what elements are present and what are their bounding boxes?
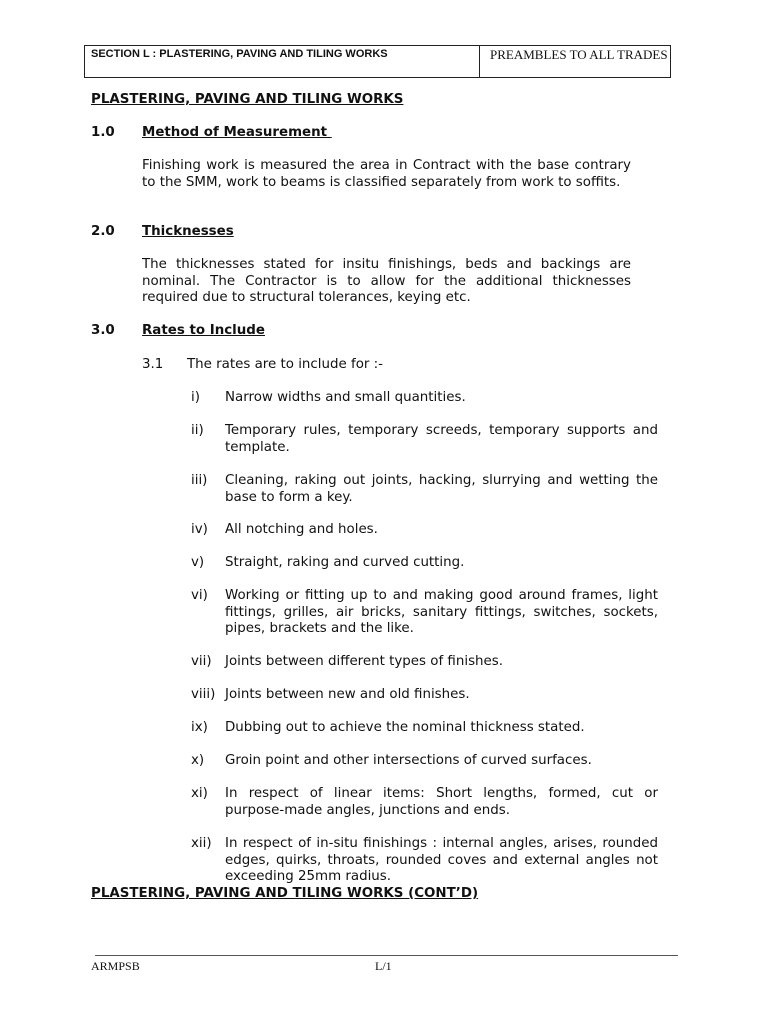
list-item-text: In respect of linear items: Short lengths, formed, cut or purpose-made angles, junctions and ends.: [225, 786, 658, 818]
list-item-number: i): [191, 390, 200, 405]
list-item-number: xi): [191, 786, 208, 801]
list-item-number: iv): [191, 522, 208, 537]
list-item-number: vii): [191, 654, 212, 669]
section-number: 1.0: [91, 125, 115, 140]
list-item-number: vi): [191, 588, 208, 603]
list-item-text: Temporary rules, temporary screeds, temporary supports and template.: [225, 423, 658, 455]
continued-heading: PLASTERING, PAVING AND TILING WORKS (CONT’D): [91, 886, 479, 901]
list-item-number: x): [191, 753, 205, 768]
section-body: The thicknesses stated for insitu finishings, beds and backings are nominal. The Contractor is to allow for the additional thicknesses required due to structural tolerances, keying etc.: [142, 257, 631, 305]
list-item-text: Cleaning, raking out joints, hacking, slurrying and wetting the base to form a key.: [225, 473, 658, 505]
section-heading: Method of Measurement: [142, 125, 332, 140]
subclause-text: The rates are to include for :-: [187, 357, 383, 372]
section-heading: Rates to Include: [142, 323, 265, 338]
list-item-text: Dubbing out to achieve the nominal thickness stated.: [225, 720, 585, 735]
section-heading: Thicknesses: [142, 224, 234, 239]
list-item-number: iii): [191, 473, 208, 488]
list-item-number: xii): [191, 836, 212, 851]
footer-left: ARMPSB: [91, 959, 140, 973]
section-number: 2.0: [91, 224, 115, 239]
list-item-text: Narrow widths and small quantities.: [225, 390, 466, 405]
section-body: Finishing work is measured the area in Contract with the base contrary to the SMM, work to beams is classified separately from work to soffits.: [142, 158, 631, 190]
list-item-number: ix): [191, 720, 208, 735]
list-item-text: In respect of in-situ finishings : internal angles, arises, rounded edges, quirks, throats, rounded coves and external angles not exceeding 25mm radius.: [225, 836, 658, 884]
list-item-text: Straight, raking and curved cutting.: [225, 555, 465, 570]
list-item-text: Groin point and other intersections of curved surfaces.: [225, 753, 592, 768]
document-title: PLASTERING, PAVING AND TILING WORKS: [91, 92, 404, 107]
section-number: 3.0: [91, 323, 115, 338]
list-item-number: v): [191, 555, 205, 570]
page-number: L/1: [375, 959, 392, 973]
list-item-text: All notching and holes.: [225, 522, 378, 537]
list-item-number: viii): [191, 687, 216, 702]
list-item-text: Working or fitting up to and making good around frames, light fittings, grilles, air bricks, sanitary fittings, switches, sockets, pipes, brackets and the like.: [225, 588, 658, 636]
section-header-box: [84, 45, 671, 78]
section-title: SECTION L : PLASTERING, PAVING AND TILING WORKS: [85, 46, 480, 77]
list-item-text: Joints between different types of finishes.: [225, 654, 504, 669]
list-item-number: ii): [191, 423, 204, 438]
footer-rule: [95, 955, 678, 956]
preamble-label: PREAMBLES TO ALL TRADES: [490, 47, 668, 62]
list-item-text: Joints between new and old finishes.: [225, 687, 470, 702]
subclause-number: 3.1: [142, 357, 164, 372]
